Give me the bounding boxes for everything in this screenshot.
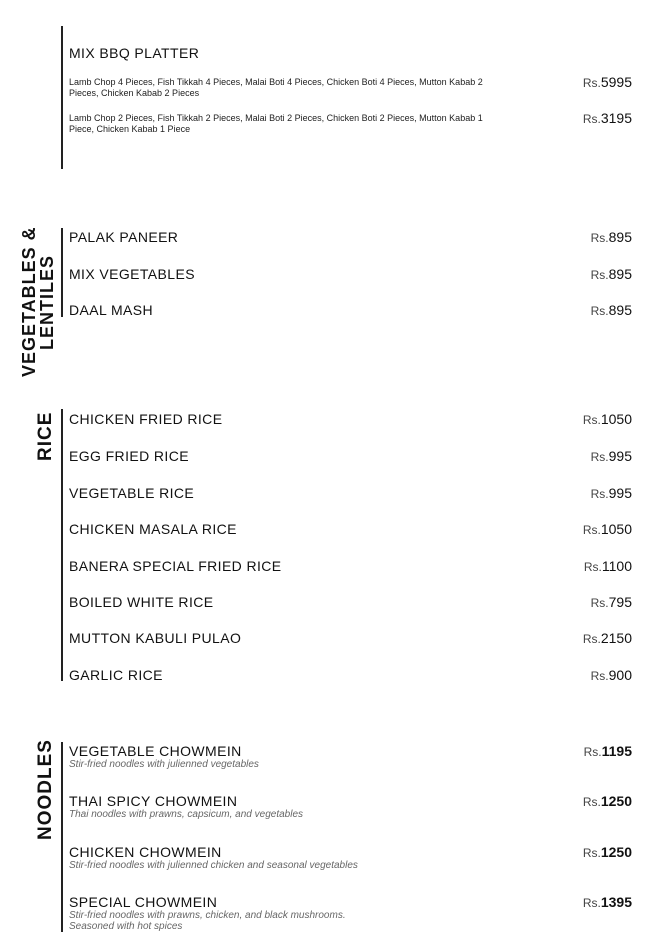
- menu-item: [69, 448, 632, 464]
- item-name: BANERA SPECIAL FRIED RICE: [69, 558, 282, 574]
- item-price: Rs.895: [590, 266, 632, 282]
- item-price: Rs.1050: [582, 521, 632, 537]
- section-title-noodles: NOODLES: [35, 739, 56, 841]
- item-description: Lamb Chop 2 Pieces, Fish Tikkah 2 Pieces, Malai Boti 2 Pieces, Chicken Boti 2 Pieces, Mutton Kabab 1 Piece, Chicken Kabab 1 Piece: [69, 113, 483, 134]
- noodles-divider: [61, 742, 63, 932]
- item-name: THAI SPICY CHOWMEIN: [69, 793, 238, 809]
- item-price: Rs.995: [590, 448, 632, 464]
- menu-item: [69, 630, 632, 646]
- item-name: DAAL MASH: [69, 302, 153, 318]
- item-price: Rs.900: [590, 667, 632, 683]
- item-price: Rs.795: [590, 594, 632, 610]
- menu-item: [69, 594, 632, 610]
- item-name: GARLIC RICE: [69, 667, 163, 683]
- menu-item: [69, 558, 632, 574]
- item-price: Rs.3195: [582, 110, 632, 126]
- item-description: Stir-fried noodles with julienned vegetables: [69, 759, 259, 770]
- bbq-divider: [61, 26, 63, 169]
- item-name: BOILED WHITE RICE: [69, 594, 214, 610]
- menu-item: [69, 485, 632, 501]
- item-price: Rs.1395: [582, 894, 632, 910]
- item-name: MIX VEGETABLES: [69, 266, 195, 282]
- item-description: Lamb Chop 4 Pieces, Fish Tikkah 4 Pieces, Malai Boti 4 Pieces, Chicken Boti 4 Pieces, Mutton Kabab 2 Pieces, Chicken Kabab 2 Pieces: [69, 77, 483, 98]
- item-price: Rs.1250: [582, 793, 632, 809]
- item-description: Thai noodles with prawns, capsicum, and vegetables: [69, 809, 304, 820]
- item-name: SPECIAL CHOWMEIN: [69, 894, 218, 910]
- section-title-rice: RICE: [35, 411, 56, 461]
- menu-item: [69, 894, 632, 932]
- menu-item: [69, 266, 632, 282]
- item-price: Rs.1050: [582, 411, 632, 427]
- item-name: VEGETABLE CHOWMEIN: [69, 743, 242, 759]
- item-name: PALAK PANEER: [69, 229, 179, 245]
- item-name: CHICKEN CHOWMEIN: [69, 844, 222, 860]
- menu-item: [69, 667, 632, 683]
- item-price: Rs.1100: [583, 558, 632, 574]
- menu-item: [69, 743, 632, 770]
- item-name: CHICKEN FRIED RICE: [69, 411, 223, 427]
- menu-item: [69, 411, 632, 427]
- item-name: EGG FRIED RICE: [69, 448, 189, 464]
- rice-divider: [61, 409, 63, 681]
- vegetables-divider: [61, 228, 63, 317]
- item-price: Rs.1195: [583, 743, 632, 759]
- menu-item: [69, 229, 632, 245]
- menu-item: [69, 521, 632, 537]
- item-name: MIX BBQ PLATTER: [69, 45, 200, 61]
- menu-item: [69, 844, 632, 871]
- item-price: Rs.895: [590, 229, 632, 245]
- item-name: CHICKEN MASALA RICE: [69, 521, 237, 537]
- bbq-option: [69, 110, 632, 135]
- section-title-vegetables: VEGETABLES & LENTILES: [19, 226, 57, 378]
- item-name: MUTTON KABULI PULAO: [69, 630, 242, 646]
- item-description: Stir-fried noodles with julienned chicken and seasonal vegetables: [69, 860, 358, 871]
- item-price: Rs.1250: [582, 844, 632, 860]
- item-price: Rs.2150: [582, 630, 632, 646]
- bbq-option: [69, 74, 632, 99]
- item-description: Stir-fried noodles with prawns, chicken, and black mushrooms. Seasoned with hot spices: [69, 910, 346, 932]
- menu-item-mix-bbq-platter: [69, 45, 632, 61]
- item-price: Rs.895: [590, 302, 632, 318]
- item-price: Rs.5995: [582, 74, 632, 90]
- menu-item: [69, 302, 632, 318]
- menu-item: [69, 793, 632, 820]
- item-name: VEGETABLE RICE: [69, 485, 195, 501]
- item-price: Rs.995: [590, 485, 632, 501]
